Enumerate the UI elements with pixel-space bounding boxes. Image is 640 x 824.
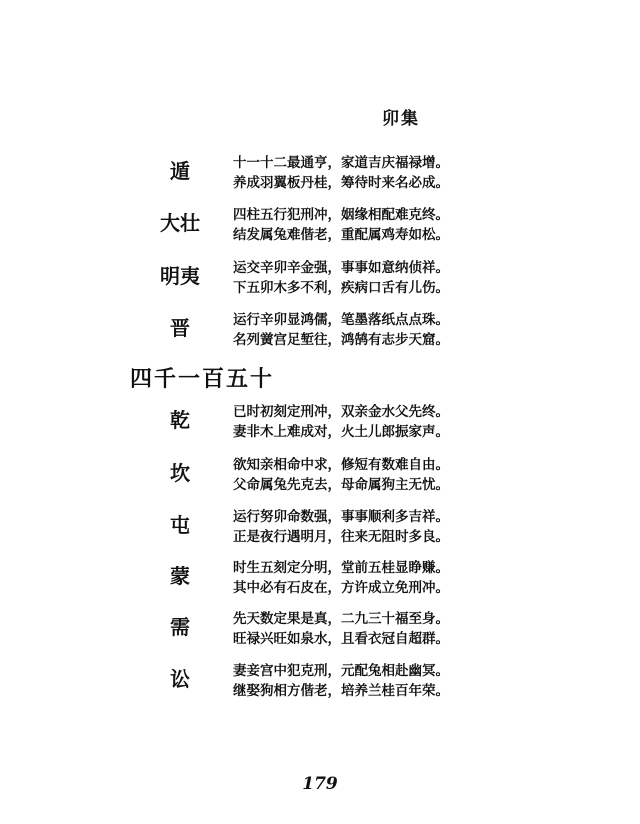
hexagram-name: 屯	[170, 513, 190, 537]
verse-line: 继娶狗相方偕老，培养兰桂百年荣。	[233, 683, 449, 699]
hexagram-name: 蒙	[170, 564, 190, 588]
verse	[233, 507, 493, 547]
verse	[233, 205, 493, 245]
verse	[233, 558, 493, 598]
verse-line: 十一十二最通亨，家道吉庆福禄增。	[233, 155, 449, 171]
verse	[233, 609, 493, 649]
verse	[233, 402, 493, 442]
hexagram-name: 需	[170, 615, 190, 639]
section-heading: 四千一百五十	[130, 366, 275, 392]
hexagram-entry	[0, 507, 640, 557]
verse-line: 已时初刻定刑冲，双亲金水父先终。	[233, 404, 449, 420]
verse-line: 先天数定果是真，二九三十福至身。	[233, 611, 449, 627]
verse-line: 养成羽翼板丹桂，筹待时来名必成。	[233, 175, 449, 191]
hexagram-name: 晋	[170, 316, 190, 340]
hexagram-entry	[0, 153, 640, 203]
hexagram-name: 乾	[170, 408, 190, 432]
hexagram-name: 大壮	[160, 211, 200, 235]
verse-line: 其中必有石皮在，方许成立免刑冲。	[233, 580, 449, 596]
hexagram-entry	[0, 609, 640, 659]
hexagram-entry	[0, 310, 640, 360]
verse-line: 运交辛卯辛金强，事事如意纳侦祥。	[233, 260, 449, 276]
verse	[233, 661, 493, 701]
verse	[233, 310, 493, 350]
page-number: 179	[302, 774, 338, 794]
verse-line: 结发属兔难偕老，重配属鸡寿如松。	[233, 227, 449, 243]
hexagram-entry	[0, 455, 640, 505]
running-header: 卯集	[382, 109, 420, 129]
verse	[233, 455, 493, 495]
verse-line: 名列黉宫足堑往，鸿鹄有志步天窟。	[233, 332, 449, 348]
hexagram-entry	[0, 558, 640, 608]
verse-line: 旺禄兴旺如泉水，且看衣冠自超群。	[233, 631, 449, 647]
verse-line: 妻妾宫中犯克刑，元配兔相赴幽冥。	[233, 663, 449, 679]
verse-line: 四柱五行犯刑冲，姻缘相配难克终。	[233, 207, 449, 223]
hexagram-entry	[0, 258, 640, 308]
hexagram-name: 讼	[170, 667, 190, 691]
verse	[233, 153, 493, 193]
verse-line: 时生五刻定分明，堂前五桂显睁赚。	[233, 560, 449, 576]
hexagram-name: 明夷	[160, 264, 200, 288]
verse-line: 正是夜行遇明月，往来无阻时多良。	[233, 529, 449, 545]
hexagram-entry	[0, 402, 640, 452]
verse-line: 父命属兔先克去，母命属狗主无忧。	[233, 477, 449, 493]
verse-line: 运行努卯命数强，事事顺利多吉祥。	[233, 509, 449, 525]
verse-line: 欲知亲相命中求，修短有数难自由。	[233, 457, 449, 473]
verse-line: 下五卯木多不利，疾病口舌有儿伤。	[233, 280, 449, 296]
hexagram-name: 坎	[170, 461, 190, 485]
hexagram-entry	[0, 661, 640, 711]
hexagram-name: 遁	[170, 159, 190, 183]
verse-line: 运行辛卯显鸿儒，笔墨落纸点点珠。	[233, 312, 449, 328]
verse-line: 妻非木上难成对，火土儿郎振家声。	[233, 424, 449, 440]
hexagram-entry	[0, 205, 640, 255]
verse	[233, 258, 493, 298]
